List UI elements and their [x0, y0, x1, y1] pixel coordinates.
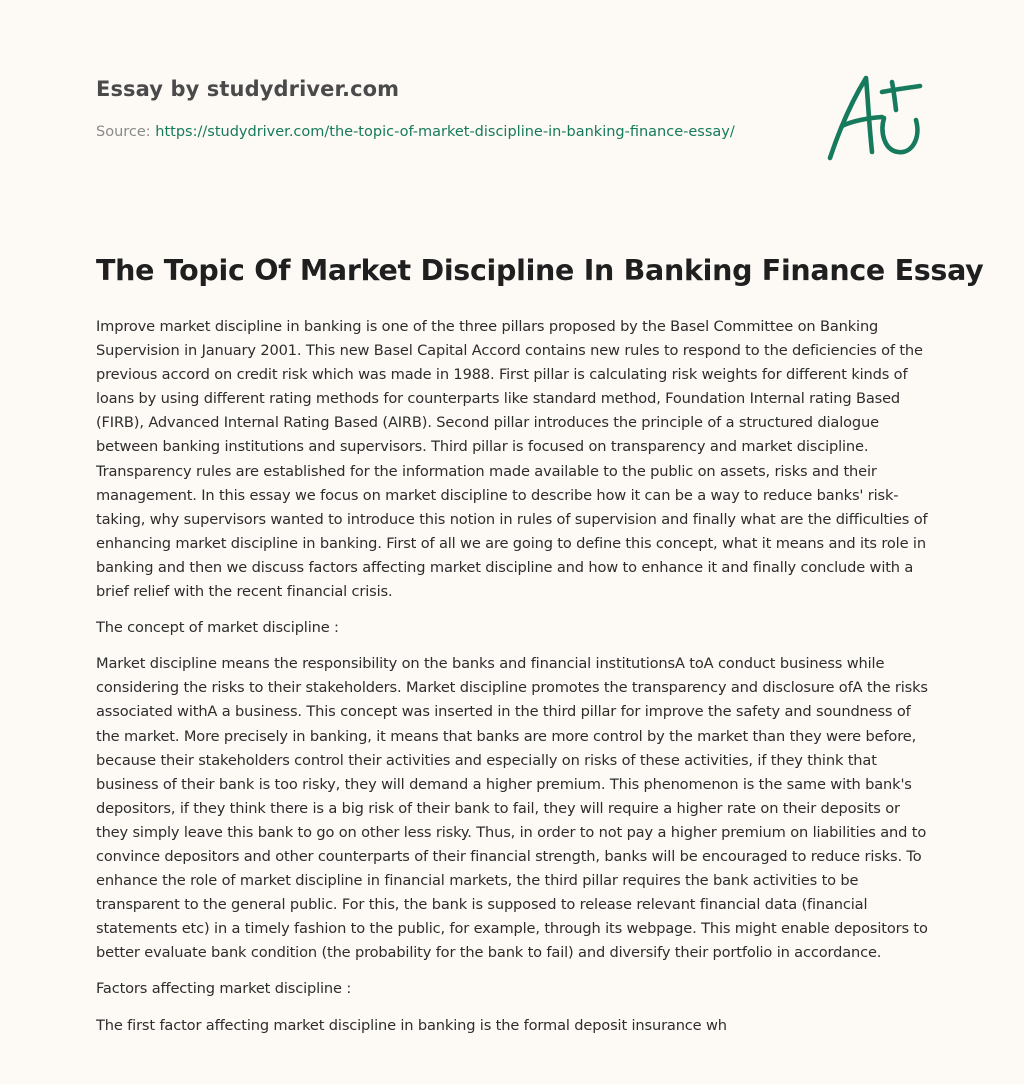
- essay-body: [96, 315, 928, 1050]
- section-heading-concept: The concept of market discipline :: [96, 619, 339, 637]
- source-line: [96, 124, 735, 140]
- source-label: Source:: [96, 124, 151, 140]
- site-brand: Essay by studydriver.com: [96, 77, 400, 101]
- a-plus-logo-icon: [822, 68, 930, 164]
- essay-title: The Topic Of Market Discipline In Banking Finance Essay: [96, 254, 984, 287]
- section-heading-factors: Factors affecting market discipline :: [96, 980, 352, 998]
- paragraph-factors: The first factor affecting market discipline in banking is the formal deposit insurance wh: [96, 1016, 727, 1034]
- paragraph-intro: Improve market discipline in banking is one of the three pillars proposed by the Basel Committee on Banking Supervision in January 2001. This new Basel Capital Accord contains new rules to respond to the deficiencies of the previous accord on credit risk which was made in 1988. First pillar is calculating risk weights for different kinds of loans by using different rating methods for counterparts like standard method, Foundation Internal rating Based (FIRB), Advanced Internal Rating Based (AIRB). Second pillar introduces the principle of a structured dialogue between banking institutions and supervisors. Third pillar is focused on transparency and market discipline. Transparency rules are established for the information made available to the public on assets, risks and their management. In this essay we focus on market discipline to describe how it can be a way to reduce banks' risk-taking, why supervisors wanted to introduce this notion in rules of supervision and finally what are the difficulties of enhancing market discipline in banking. First of all we are going to define this concept, what it means and its role in banking and then we discuss factors affecting market discipline and how to enhance it and finally conclude with a brief relief with the recent financial crisis.: [96, 318, 928, 601]
- paragraph-concept: Market discipline means the responsibility on the banks and financial institutionsA toA conduct business while considering the risks to their stakeholders. Market discipline promotes the transparency and disclosure ofA the risks associated withA a business. This concept was inserted in the third pillar for improve the safety and soundness of the market. More precisely in banking, it means that banks are more control by the market than they were before, because their stakeholders control their activities and especially on risks of these activities, if they think that business of their bank is too risky, they will demand a higher premium. This phenomenon is the same with bank's depositors, if they think there is a big risk of their bank to fail, they will require a higher rate on their deposits or they simply leave this bank to go on other less risky. Thus, in order to not pay a higher premium on liabilities and to convince depositors and other counterparts of their financial strength, banks will be encouraged to reduce risks. To enhance the role of market discipline in financial markets, the third pillar requires the bank activities to be transparent to the general public. For this, the bank is supposed to release relevant financial data (financial statements etc) in a timely fashion to the public, for example, through its webpage. This might enable depositors to better evaluate bank condition (the probability for the bank to fail) and diversify their portfolio in accordance.: [96, 655, 928, 962]
- source-link[interactable]: https://studydriver.com/the-topic-of-market-discipline-in-banking-finance-essay/: [155, 124, 735, 140]
